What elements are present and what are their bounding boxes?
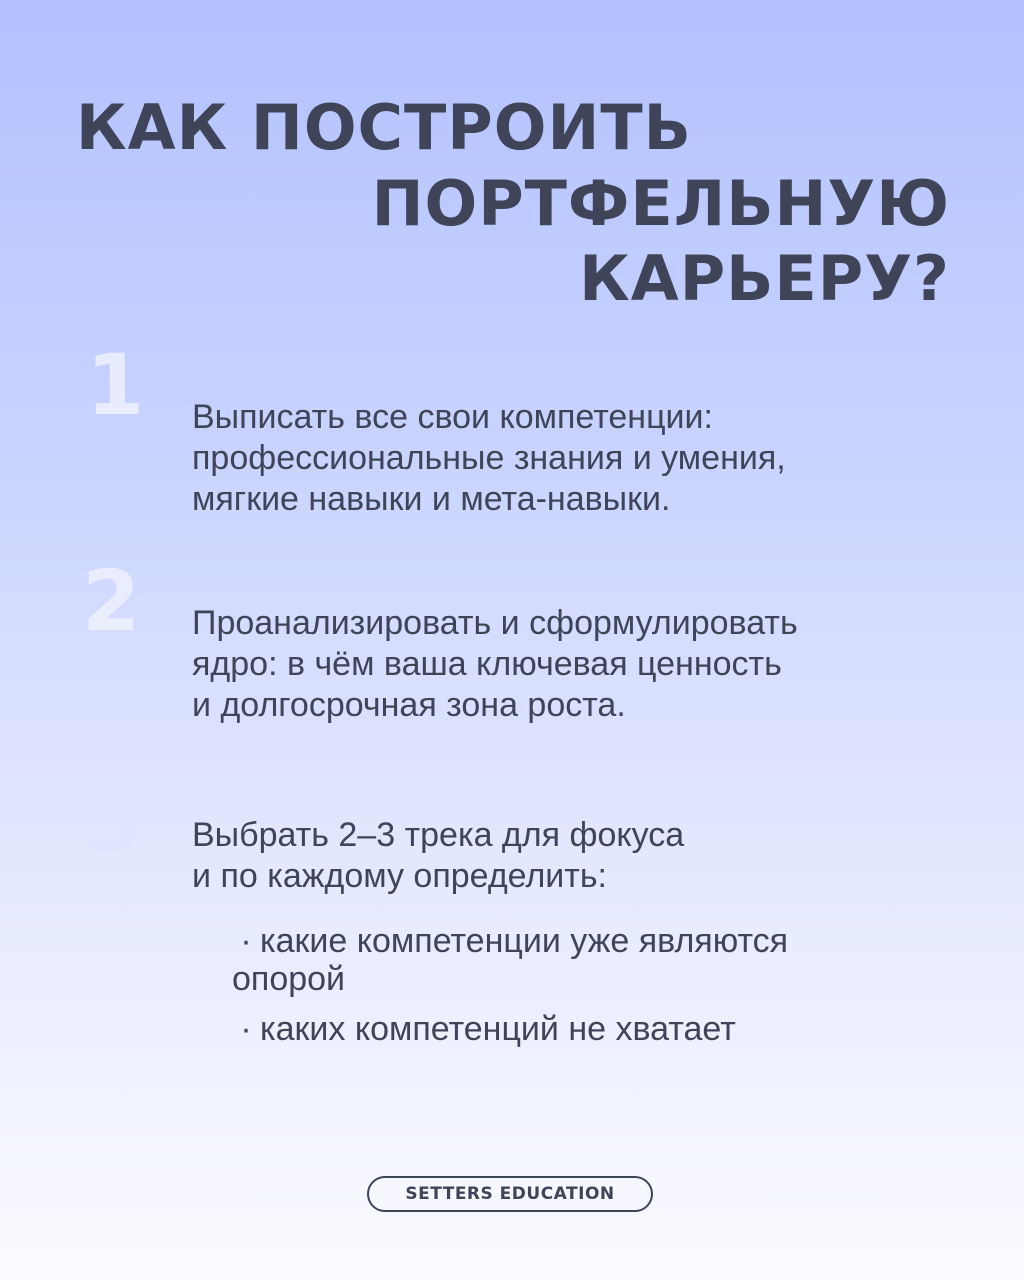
step-3-line-1: Выбрать 2–3 трека для фокуса: [192, 816, 685, 854]
title-line-1: КАК ПОСТРОИТЬ: [76, 91, 692, 164]
step-1-number: 1: [86, 336, 145, 434]
step-3-bullet-1-line-2: опорой: [232, 960, 346, 998]
title-line-2: ПОРТФЕЛЬНУЮ: [371, 167, 950, 240]
brand-badge: [367, 1176, 653, 1212]
step-3-line-2: и по каждому определить:: [192, 857, 608, 895]
step-3-bullet-2-line-1: каких компетенций не хватает: [260, 1010, 736, 1048]
step-3-number: 3: [82, 772, 141, 870]
bullet-dot-icon: ·: [240, 922, 252, 960]
step-1-line-2: профессиональные знания и умения,: [192, 439, 786, 477]
brand-name: SETTERS EDUCATION: [405, 1184, 615, 1204]
step-2-number: 2: [82, 552, 141, 650]
step-3-text: [192, 815, 972, 897]
step-2-line-3: и долгосрочная зона роста.: [192, 686, 626, 724]
title-line-3: КАРЬЕРУ?: [579, 242, 950, 315]
step-3-bullet-1: [232, 922, 932, 998]
step-1-text: [192, 397, 972, 520]
step-3-bullet-2: [232, 1010, 932, 1048]
step-2-line-2: ядро: в чём ваша ключевая ценность: [192, 645, 782, 683]
bullet-dot-icon: ·: [240, 1010, 252, 1048]
step-2-text: [192, 603, 972, 726]
step-2-line-1: Проанализировать и сформулировать: [192, 604, 798, 642]
step-3-bullet-1-line-1: какие компетенции уже являются: [260, 922, 789, 960]
step-1-line-3: мягкие навыки и мета-навыки.: [192, 480, 671, 518]
step-1-line-1: Выписать все свои компетенции:: [192, 398, 713, 436]
